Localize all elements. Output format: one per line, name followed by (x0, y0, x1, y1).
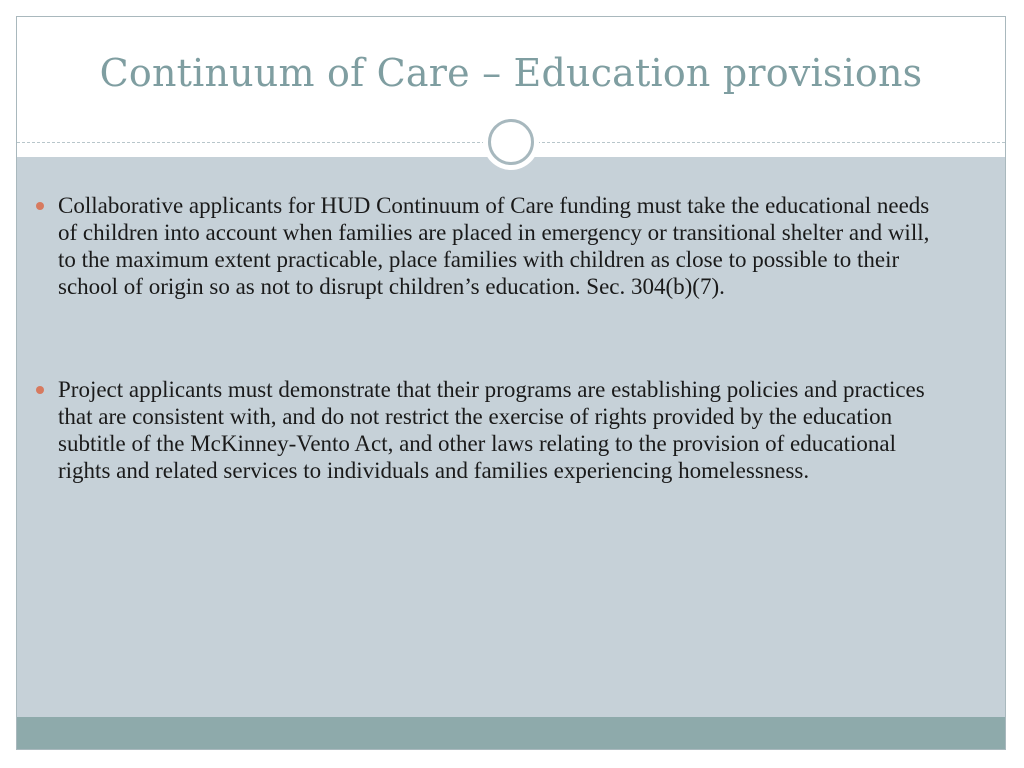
bullet-text: Collaborative applicants for HUD Continuum of Care funding must take the educational needs of children into account when families are placed in emergency or transitional shelter and will, to the maximum extent practicable, place families with children as close to possible to their school of origin so as not to disrupt children’s education. Sec. 304(b)(7). (58, 193, 930, 299)
circle-ornament-icon (483, 114, 539, 170)
ornament-center (497, 128, 525, 156)
ornament-ring (488, 119, 534, 165)
footer-band (17, 717, 1005, 749)
slide-title: Continuum of Care – Education provisions (99, 51, 923, 95)
bullet-dot-icon (36, 202, 44, 210)
bullet-list (36, 192, 936, 484)
bullet-item (36, 192, 936, 300)
bullet-text: Project applicants must demonstrate that their programs are establishing policies and practices that are consistent with, and do not restrict the exercise of rights provided by the education subtitle of the McKinney-Vento Act, and other laws relating to the provision of educational rights and related services to individuals and families experiencing homelessness. (58, 377, 925, 483)
bullet-dot-icon (36, 386, 44, 394)
bullet-item (36, 376, 936, 484)
